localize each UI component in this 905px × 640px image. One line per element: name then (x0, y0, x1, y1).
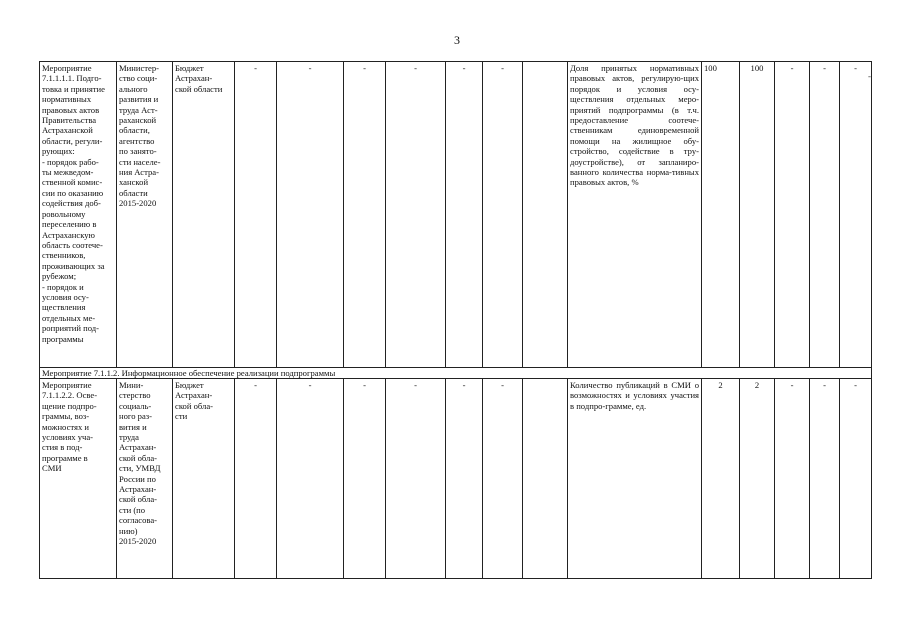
funding-value-cell: - (344, 379, 386, 579)
event-cell: Мероприятие 7.1.1.1.1. Подго- товка и принятие нормативных правовых актов Правительства Астраханской области, регули- рующих: - порядок рабо- ты межведом- ственной комис- сии по оказанию содействия доб- ровольному переселению в Астраханскую область соотече- ственников, проживающих за рубежом; - порядок и условия осу- ществления отдельных ме- роприятий под- программы (40, 62, 117, 368)
funding-source-cell: Бюджет Астрахан- ской обла- сти (173, 379, 235, 579)
indicator-target-cell: 2 (740, 379, 775, 579)
page-number: 3 (454, 33, 460, 47)
indicator-year-cell: - (840, 379, 872, 579)
funding-value-cell: - (235, 62, 277, 368)
table-row (40, 379, 872, 579)
indicator-base-cell: 100 (702, 62, 740, 368)
funding-value-cell: - (344, 62, 386, 368)
funding-value-cell: - (386, 379, 446, 579)
indicator-cell: Количество публикаций в СМИ о возможностях и условиях участия в подпро-грамме, ед. (568, 379, 702, 579)
empty-cell (523, 62, 568, 368)
indicator-target-cell: 100 (740, 62, 775, 368)
indicator-base-cell: 2 (702, 379, 740, 579)
executor-cell: Мини- стерство социаль- ного раз- вития и труда Астрахан- ской обла- сти, УМВД России по Астрахан- ской обла- сти (по согласова- нию) 2015-2020 (117, 379, 173, 579)
table-row (40, 62, 872, 368)
indicator-year-cell: - (840, 62, 872, 368)
funding-value-cell: - (386, 62, 446, 368)
section-header: Мероприятие 7.1.1.2. Информационное обеспечение реализации подпрограммы (40, 368, 872, 379)
empty-cell (523, 379, 568, 579)
stray-dash-mark: - (868, 71, 871, 81)
funding-value-cell: - (446, 379, 483, 579)
indicator-year-cell: - (810, 62, 840, 368)
indicator-year-cell: - (810, 379, 840, 579)
funding-value-cell: - (446, 62, 483, 368)
funding-value-cell: - (277, 379, 344, 579)
executor-cell: Министер- ство соци- ального развития и труда Аст- раханской области, агентство по занято- сти населе- ния Астра- ханской области 2015-2020 (117, 62, 173, 368)
indicator-year-cell: - (775, 379, 810, 579)
funding-value-cell: - (235, 379, 277, 579)
funding-value-cell: - (483, 62, 523, 368)
section-header-row (40, 368, 872, 379)
indicator-cell: Доля принятых нормативных правовых актов, регулирую-щих порядок и условия осу-ществления отдельных меро-приятий подпрограммы (в т.ч. предоставление соотече-ственникам единовременной помощи на жилищное обу-стройство, содействие в тру-доустройстве), от запланиро-ванного количества норма-тивных правовых актов, % (568, 62, 702, 368)
funding-value-cell: - (483, 379, 523, 579)
funding-value-cell: - (277, 62, 344, 368)
indicator-year-cell: - (775, 62, 810, 368)
funding-source-cell: Бюджет Астрахан- ской области (173, 62, 235, 368)
program-activities-table (39, 61, 872, 579)
event-cell: Мероприятие 7.1.1.2.2. Осве- щение подпро- граммы, воз- можностях и условиях уча- стия в под- программе в СМИ (40, 379, 117, 579)
